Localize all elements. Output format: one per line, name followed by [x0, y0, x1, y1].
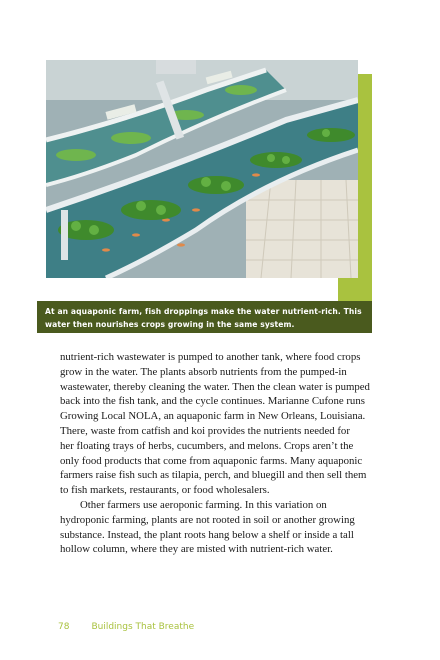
text-line: grow in the water. The plants absorb nutrients from the pumped-in: [60, 365, 347, 378]
body-text: [60, 350, 388, 557]
text-line: substance. Instead, the plant roots hang below a shelf or inside a tall: [60, 528, 354, 541]
text-line: back into the fish tank, and the cycle continues. Marianne Cufone runs: [60, 395, 365, 408]
text-line: hollow column, where they are misted with nutrient-rich water.: [60, 543, 333, 556]
page-footer: [58, 622, 194, 632]
text-line: Other farmers use aeroponic farming. In this variation on: [80, 498, 327, 511]
paragraph: [60, 498, 388, 557]
text-line: There, waste from catfish and koi provides the nutrients needed for: [60, 424, 350, 437]
text-line: Growing Local NOLA, an aquaponic farm in New Orleans, Louisiana.: [60, 410, 366, 423]
page-number: 78: [58, 622, 70, 632]
text-line: to fish markets, restaurants, or food wholesalers.: [60, 484, 270, 497]
text-line: her floating trays of herbs, cucumbers, and melons. Crops aren’t the: [60, 439, 354, 452]
photo-caption: [37, 301, 372, 333]
aquaponic-farm-photo: [46, 60, 358, 278]
caption-line: At an aquaponic farm, fish droppings make the water nutrient-rich. This: [45, 307, 362, 316]
running-title: Buildings That Breathe: [91, 622, 195, 632]
paragraph: [60, 350, 388, 498]
text-line: farmers raise fish such as tilapia, perch, and bluegill and then sell them: [60, 469, 367, 482]
text-line: hydroponic farming, plants are not rooted in soil or another growing: [60, 513, 355, 526]
text-line: only food products that come from aquaponic farms. Many aquaponic: [60, 454, 363, 467]
text-line: wastewater, thereby cleaning the water. Then the clean water is pumped: [60, 380, 370, 393]
text-line: nutrient-rich wastewater is pumped to another tank, where food crops: [60, 351, 361, 363]
caption-line: water then nourishes crops growing in the same system.: [45, 320, 295, 329]
